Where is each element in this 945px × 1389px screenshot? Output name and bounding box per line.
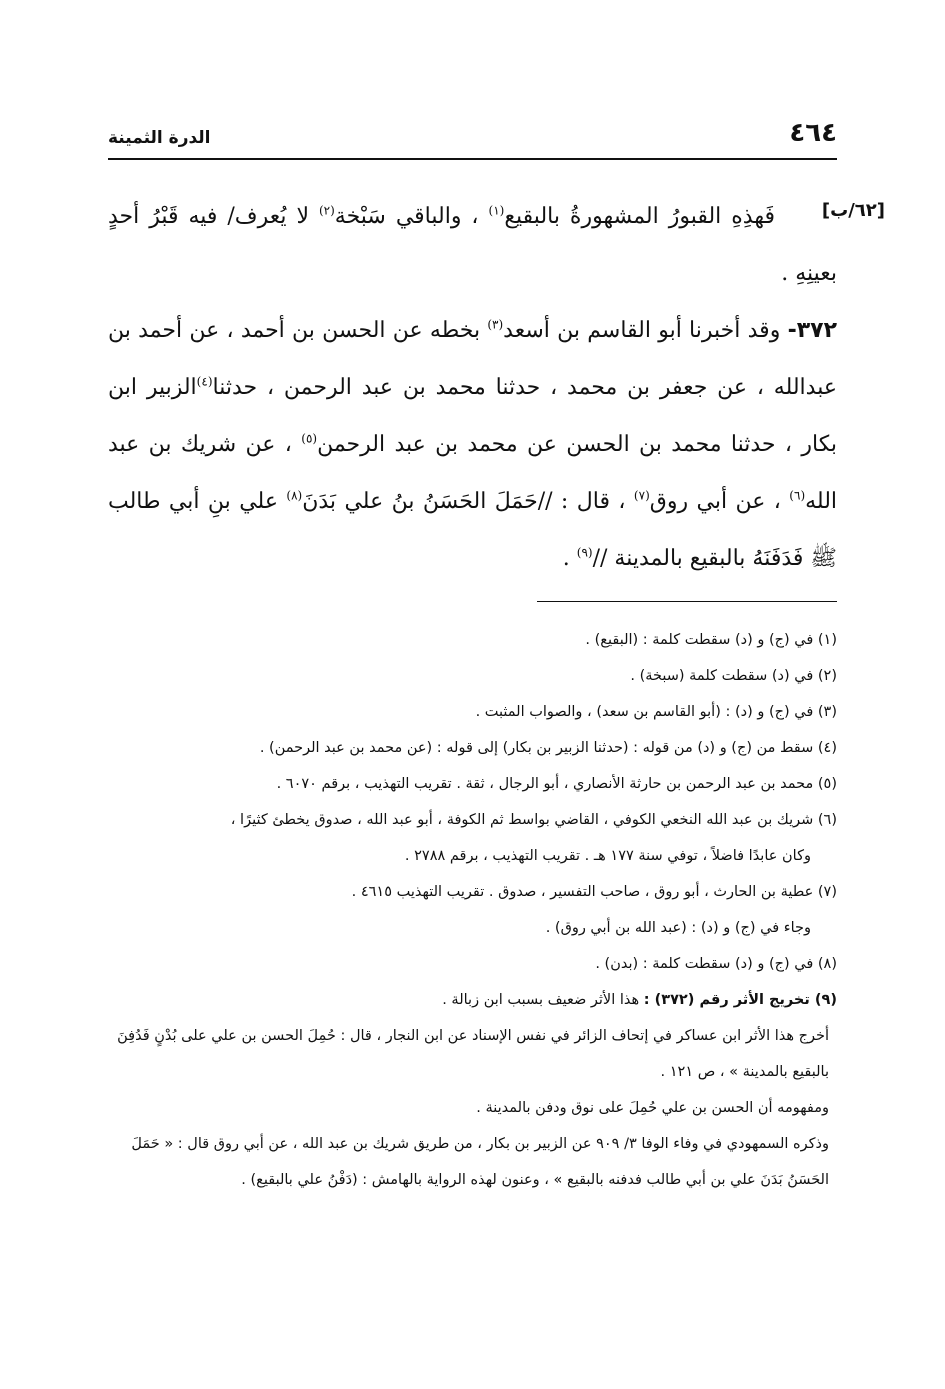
footnote-ref-8: (٨)	[286, 488, 303, 503]
page-header	[108, 118, 837, 158]
footnote-3: (٣) في (ج) و (د) : (أبو القاسم بن سعد) ، والصواب المثبت .	[475, 704, 837, 720]
footnote-separator	[537, 601, 837, 602]
book-title: الدرة الثمينة	[108, 128, 211, 148]
footnote-6: (٦) شريك بن عبد الله النخعي الكوفي ، القاضي بواسط ثم الكوفة ، أبو عبد الله ، صدوق يخطئ كثيرًا ،	[230, 812, 837, 828]
paragraph-2-text-h: .	[562, 546, 570, 571]
paragraph-2-text-c: الزبير ابن بكار ، حدثنا محمد بن الحسن عن محمد بن عبد الرحمن	[108, 375, 837, 457]
footnotes	[108, 622, 837, 1198]
footnote-ref-7: (٧)	[633, 488, 650, 503]
footnote-ref-2: (٢)	[318, 203, 335, 218]
hadith-number: ٣٧٢-	[787, 318, 838, 343]
footnote-9-rest: هذا الأثر ضعيف بسبب ابن زبالة .	[442, 992, 640, 1008]
footnote-ref-4: (٤)	[196, 374, 213, 389]
paragraph-2	[108, 302, 837, 587]
footnote-6-continued: وكان عابدًا فاضلاً ، توفي سنة ١٧٧ هـ . تقريب التهذيب ، برقم ٢٧٨٨ .	[404, 848, 811, 864]
paragraph-2-text-d: ، عن شريك بن عبد الله	[108, 432, 838, 514]
paragraph-1	[108, 188, 837, 302]
manuscript-folio-ref: [٦٢/ب]	[821, 200, 885, 221]
footnote-9-para-3: وذكره السمهودي في وفاء الوفا ٣/ ٩٠٩ عن الزبير بن بكار ، من طريق شريك بن عبد الله ، عن أبي روق قال : « حَمَلَ الحَسَنُ بَدَنَ علي بن أبي طالب فدفنه بالبقيع » ، وعنون لهذه الرواية بالهامش : (دَفْنُ علي بالبقيع) .	[131, 1136, 829, 1188]
paragraph-1-text-c: لا يُعرف/ فيه قَبْرُ أحدٍ بعينِهِ .	[108, 204, 837, 286]
footnote-7: (٧) عطية بن الحارث ، أبو روق ، صاحب التفسير ، صدوق . تقريب التهذيب ٤٦١٥ .	[351, 884, 837, 900]
footnote-9-para-2: ومفهومه أن الحسن بن علي حُمِلَ على نوق ودفن بالمدينة .	[476, 1100, 829, 1116]
main-text	[108, 188, 837, 587]
paragraph-2-text-e: ، عن أبي روق	[649, 489, 781, 514]
page-number: ٤٦٤	[789, 118, 837, 148]
footnote-ref-9: (٩)	[576, 545, 593, 560]
footnote-ref-5: (٥)	[301, 431, 318, 446]
footnote-9-lead: (٩) تخريج الأثر رقم (٣٧٢) :	[643, 992, 837, 1008]
footnote-2: (٢) في (د) سقطت كلمة (سبخة) .	[630, 668, 837, 684]
paragraph-2-text-f: ، قال : //حَمَلَ الحَسَنُ بنُ علي بَدَنَ	[302, 489, 626, 514]
paragraph-2-text-a: وقد أخبرنا أبو القاسم بن أسعد	[503, 318, 781, 343]
footnote-1: (١) في (ج) و (د) سقطت كلمة : (البقيع) .	[585, 632, 837, 648]
paragraph-1-text-b: ، والباقي سَبْخة	[334, 204, 479, 229]
paragraph-1-text-a: فَهذِهِ القبورُ المشهورةُ بالبقيع	[504, 204, 775, 229]
footnote-9	[108, 982, 837, 1018]
footnote-4: (٤) سقط من (ج) و (د) من قوله : (حدثنا الزبير بن بكار) إلى قوله : (عن محمد بن عبد الرحمن) .	[259, 740, 837, 756]
paragraph-2-text-g: علي بنِ أبي طالب ﷺ فَدَفَنَهُ بالبقيع بالمدينة //	[108, 489, 837, 571]
footnote-ref-6: (٦)	[789, 488, 806, 503]
paragraph-2-text-b: بخطه عن الحسن بن أحمد ، عن أحمد بن عبدالله ، عن جعفر بن محمد ، حدثنا محمد بن عبد الرحمن ، حدثنا	[108, 318, 837, 400]
header-rule	[108, 158, 837, 160]
footnote-9-para-1: أخرج هذا الأثر ابن عساكر في إتحاف الزائر في نفس الإسناد عن ابن النجار ، قال : حُمِلَ الحسن بن علي على بُدْنٍ فَدُفِنَ بالبقيع بالمدينة » ، ص ١٢١ .	[117, 1028, 829, 1080]
footnote-8: (٨) في (ج) و (د) سقطت كلمة : (بدن) .	[595, 956, 837, 972]
footnote-ref-3: (٣)	[487, 317, 504, 332]
footnote-7-continued: وجاء في (ج) و (د) : (عبد الله بن أبي روق) .	[545, 920, 811, 936]
footnote-5: (٥) محمد بن عبد الرحمن بن حارثة الأنصاري ، أبو الرجال ، ثقة . تقريب التهذيب ، برقم ٦٠٧٠ .	[276, 776, 837, 792]
footnote-ref-1: (١)	[488, 203, 505, 218]
